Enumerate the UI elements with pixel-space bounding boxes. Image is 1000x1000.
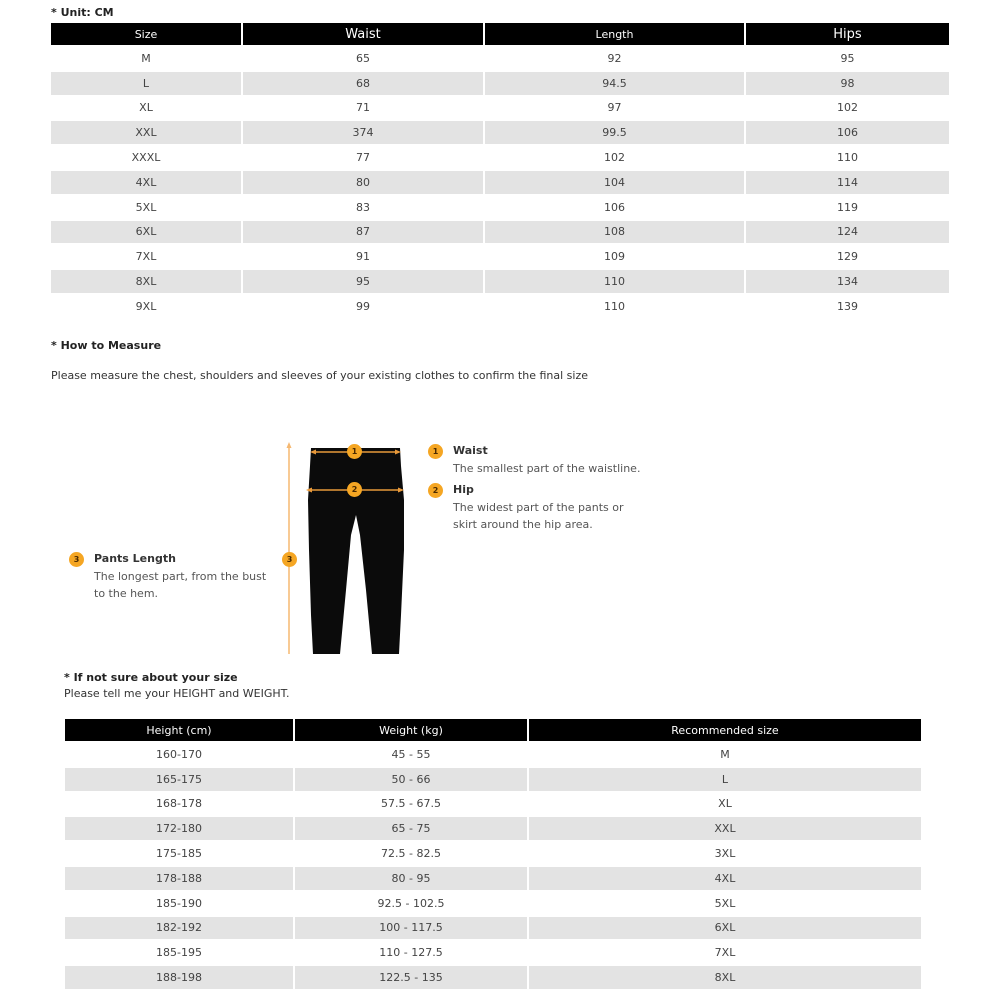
hips-cell: 106 — [746, 121, 949, 144]
waist-legend-title: Waist — [453, 444, 488, 457]
hips-cell: 134 — [746, 270, 949, 293]
waist-cell: 87 — [243, 221, 483, 244]
column-header-waist: Waist — [243, 23, 483, 45]
recommended-size-cell: L — [529, 768, 921, 791]
hips-cell: 114 — [746, 171, 949, 194]
length-legend-badge: 3 — [69, 552, 84, 567]
recommended-size-cell: XL — [718, 797, 732, 811]
size-cell: XXXL — [131, 151, 161, 165]
table-row — [51, 245, 949, 268]
pants-icon — [308, 448, 404, 654]
hips-cell: 95 — [840, 51, 855, 65]
table-row — [51, 47, 949, 70]
waist-legend-badge: 1 — [428, 444, 443, 459]
unit-label: * Unit: CM — [51, 6, 114, 19]
column-header-hips: Hips — [746, 23, 949, 45]
length-cell: 110 — [485, 270, 744, 293]
hip-legend-description: The widest part of the pants or skirt around the hip area. — [453, 501, 624, 531]
size-cell: 8XL — [51, 270, 241, 293]
weight-cell: 50 - 66 — [295, 768, 527, 791]
table-row — [65, 966, 921, 989]
weight-cell: 80 - 95 — [295, 867, 527, 890]
table-row — [65, 941, 921, 964]
weight-cell: 72.5 - 82.5 — [381, 847, 441, 861]
length-cell: 97 — [607, 101, 622, 115]
hip-marker-badge: 2 — [347, 482, 362, 497]
length-cell: 99.5 — [485, 121, 744, 144]
hips-cell: 110 — [837, 151, 858, 165]
waist-cell: 80 — [243, 171, 483, 194]
length-cell: 110 — [604, 299, 625, 313]
table-row — [51, 196, 949, 219]
recommended-size-cell: 3XL — [714, 847, 736, 861]
table-row — [51, 270, 949, 293]
column-header-height: Height (cm) — [65, 719, 293, 741]
length-legend-description: The longest part, from the bust to the hem. — [94, 570, 267, 600]
size-cell: 5XL — [135, 200, 157, 214]
waist-cell: 95 — [243, 270, 483, 293]
recommended-size-cell: 7XL — [714, 946, 736, 960]
column-header-recommended-size: Recommended size — [529, 719, 921, 741]
table-row — [51, 72, 949, 95]
recommendation-subtitle: Please tell me your HEIGHT and WEIGHT. — [64, 687, 290, 700]
length-cell: 102 — [604, 151, 625, 165]
length-cell: 94.5 — [485, 72, 744, 95]
waist-cell: 91 — [356, 250, 370, 264]
height-cell: 182-192 — [65, 917, 293, 940]
waist-cell: 99 — [356, 299, 370, 313]
waist-cell: 68 — [243, 72, 483, 95]
height-cell: 188-198 — [65, 966, 293, 989]
height-cell: 168-178 — [156, 797, 202, 811]
waist-legend-description: The smallest part of the waistline. — [453, 462, 641, 475]
column-header-weight: Weight (kg) — [295, 719, 527, 741]
recommended-size-cell: XXL — [529, 817, 921, 840]
size-cell: 7XL — [135, 250, 157, 264]
column-header-length: Length — [485, 23, 744, 45]
height-cell: 185-195 — [156, 946, 202, 960]
size-cell: 6XL — [51, 221, 241, 244]
table-row — [51, 121, 949, 144]
table-row — [65, 917, 921, 940]
table-row — [65, 817, 921, 840]
column-header-size: Size — [51, 23, 241, 45]
waist-cell: 77 — [356, 151, 370, 165]
size-cell: M — [141, 51, 151, 65]
hips-cell: 102 — [837, 101, 858, 115]
hips-cell: 124 — [746, 221, 949, 244]
hip-legend-title: Hip — [453, 483, 474, 496]
table-row — [51, 171, 949, 194]
recommended-size-cell: M — [720, 747, 730, 761]
height-cell: 165-175 — [65, 768, 293, 791]
hip-legend-badge: 2 — [428, 483, 443, 498]
table-row — [65, 793, 921, 816]
table-row — [65, 867, 921, 890]
table-row — [51, 146, 949, 169]
length-cell: 92 — [607, 51, 622, 65]
table-row — [65, 768, 921, 791]
height-cell: 175-185 — [156, 847, 202, 861]
weight-cell: 122.5 - 135 — [295, 966, 527, 989]
recommended-size-cell: 8XL — [529, 966, 921, 989]
how-to-measure-instruction: Please measure the chest, shoulders and sleeves of your existing clothes to confirm the final size — [51, 369, 588, 382]
weight-cell: 92.5 - 102.5 — [377, 896, 445, 910]
size-recommendation-table — [63, 717, 923, 991]
height-cell: 178-188 — [65, 867, 293, 890]
weight-cell: 65 - 75 — [295, 817, 527, 840]
hips-cell: 139 — [837, 299, 858, 313]
length-cell: 106 — [604, 200, 625, 214]
height-cell: 160-170 — [156, 747, 202, 761]
length-cell: 108 — [485, 221, 744, 244]
recommendation-title: * If not sure about your size — [64, 671, 238, 684]
size-chart-table — [49, 21, 951, 320]
table-row — [51, 295, 949, 318]
size-chart-header-row — [51, 23, 949, 45]
waist-cell: 65 — [356, 51, 370, 65]
size-cell: L — [51, 72, 241, 95]
table-row — [65, 842, 921, 865]
height-cell: 185-190 — [156, 896, 202, 910]
size-cell: XL — [139, 101, 153, 115]
length-marker-badge: 3 — [282, 552, 297, 567]
length-cell: 104 — [485, 171, 744, 194]
how-to-measure-title: * How to Measure — [51, 339, 162, 352]
recommended-size-cell: 5XL — [714, 896, 736, 910]
length-legend-title: Pants Length — [94, 552, 176, 565]
hips-cell: 98 — [746, 72, 949, 95]
hips-cell: 129 — [837, 250, 858, 264]
length-cell: 109 — [604, 250, 625, 264]
size-cell: 4XL — [51, 171, 241, 194]
weight-cell: 110 - 127.5 — [379, 946, 443, 960]
recommended-size-cell: 6XL — [529, 917, 921, 940]
weight-cell: 100 - 117.5 — [295, 917, 527, 940]
table-row — [51, 221, 949, 244]
waist-cell: 83 — [356, 200, 370, 214]
recommended-size-cell: 4XL — [529, 867, 921, 890]
waist-cell: 374 — [243, 121, 483, 144]
recommendation-header-row — [65, 719, 921, 741]
waist-marker-badge: 1 — [347, 444, 362, 459]
hips-cell: 119 — [837, 200, 858, 214]
table-row — [51, 97, 949, 120]
height-cell: 172-180 — [65, 817, 293, 840]
weight-cell: 57.5 - 67.5 — [381, 797, 441, 811]
pants-measurement-illustration — [280, 440, 420, 660]
size-cell: XXL — [51, 121, 241, 144]
waist-cell: 71 — [356, 101, 370, 115]
weight-cell: 45 - 55 — [391, 747, 431, 761]
length-arrow-icon — [287, 442, 292, 654]
size-cell: 9XL — [135, 299, 157, 313]
table-row — [65, 892, 921, 915]
table-row — [65, 743, 921, 766]
